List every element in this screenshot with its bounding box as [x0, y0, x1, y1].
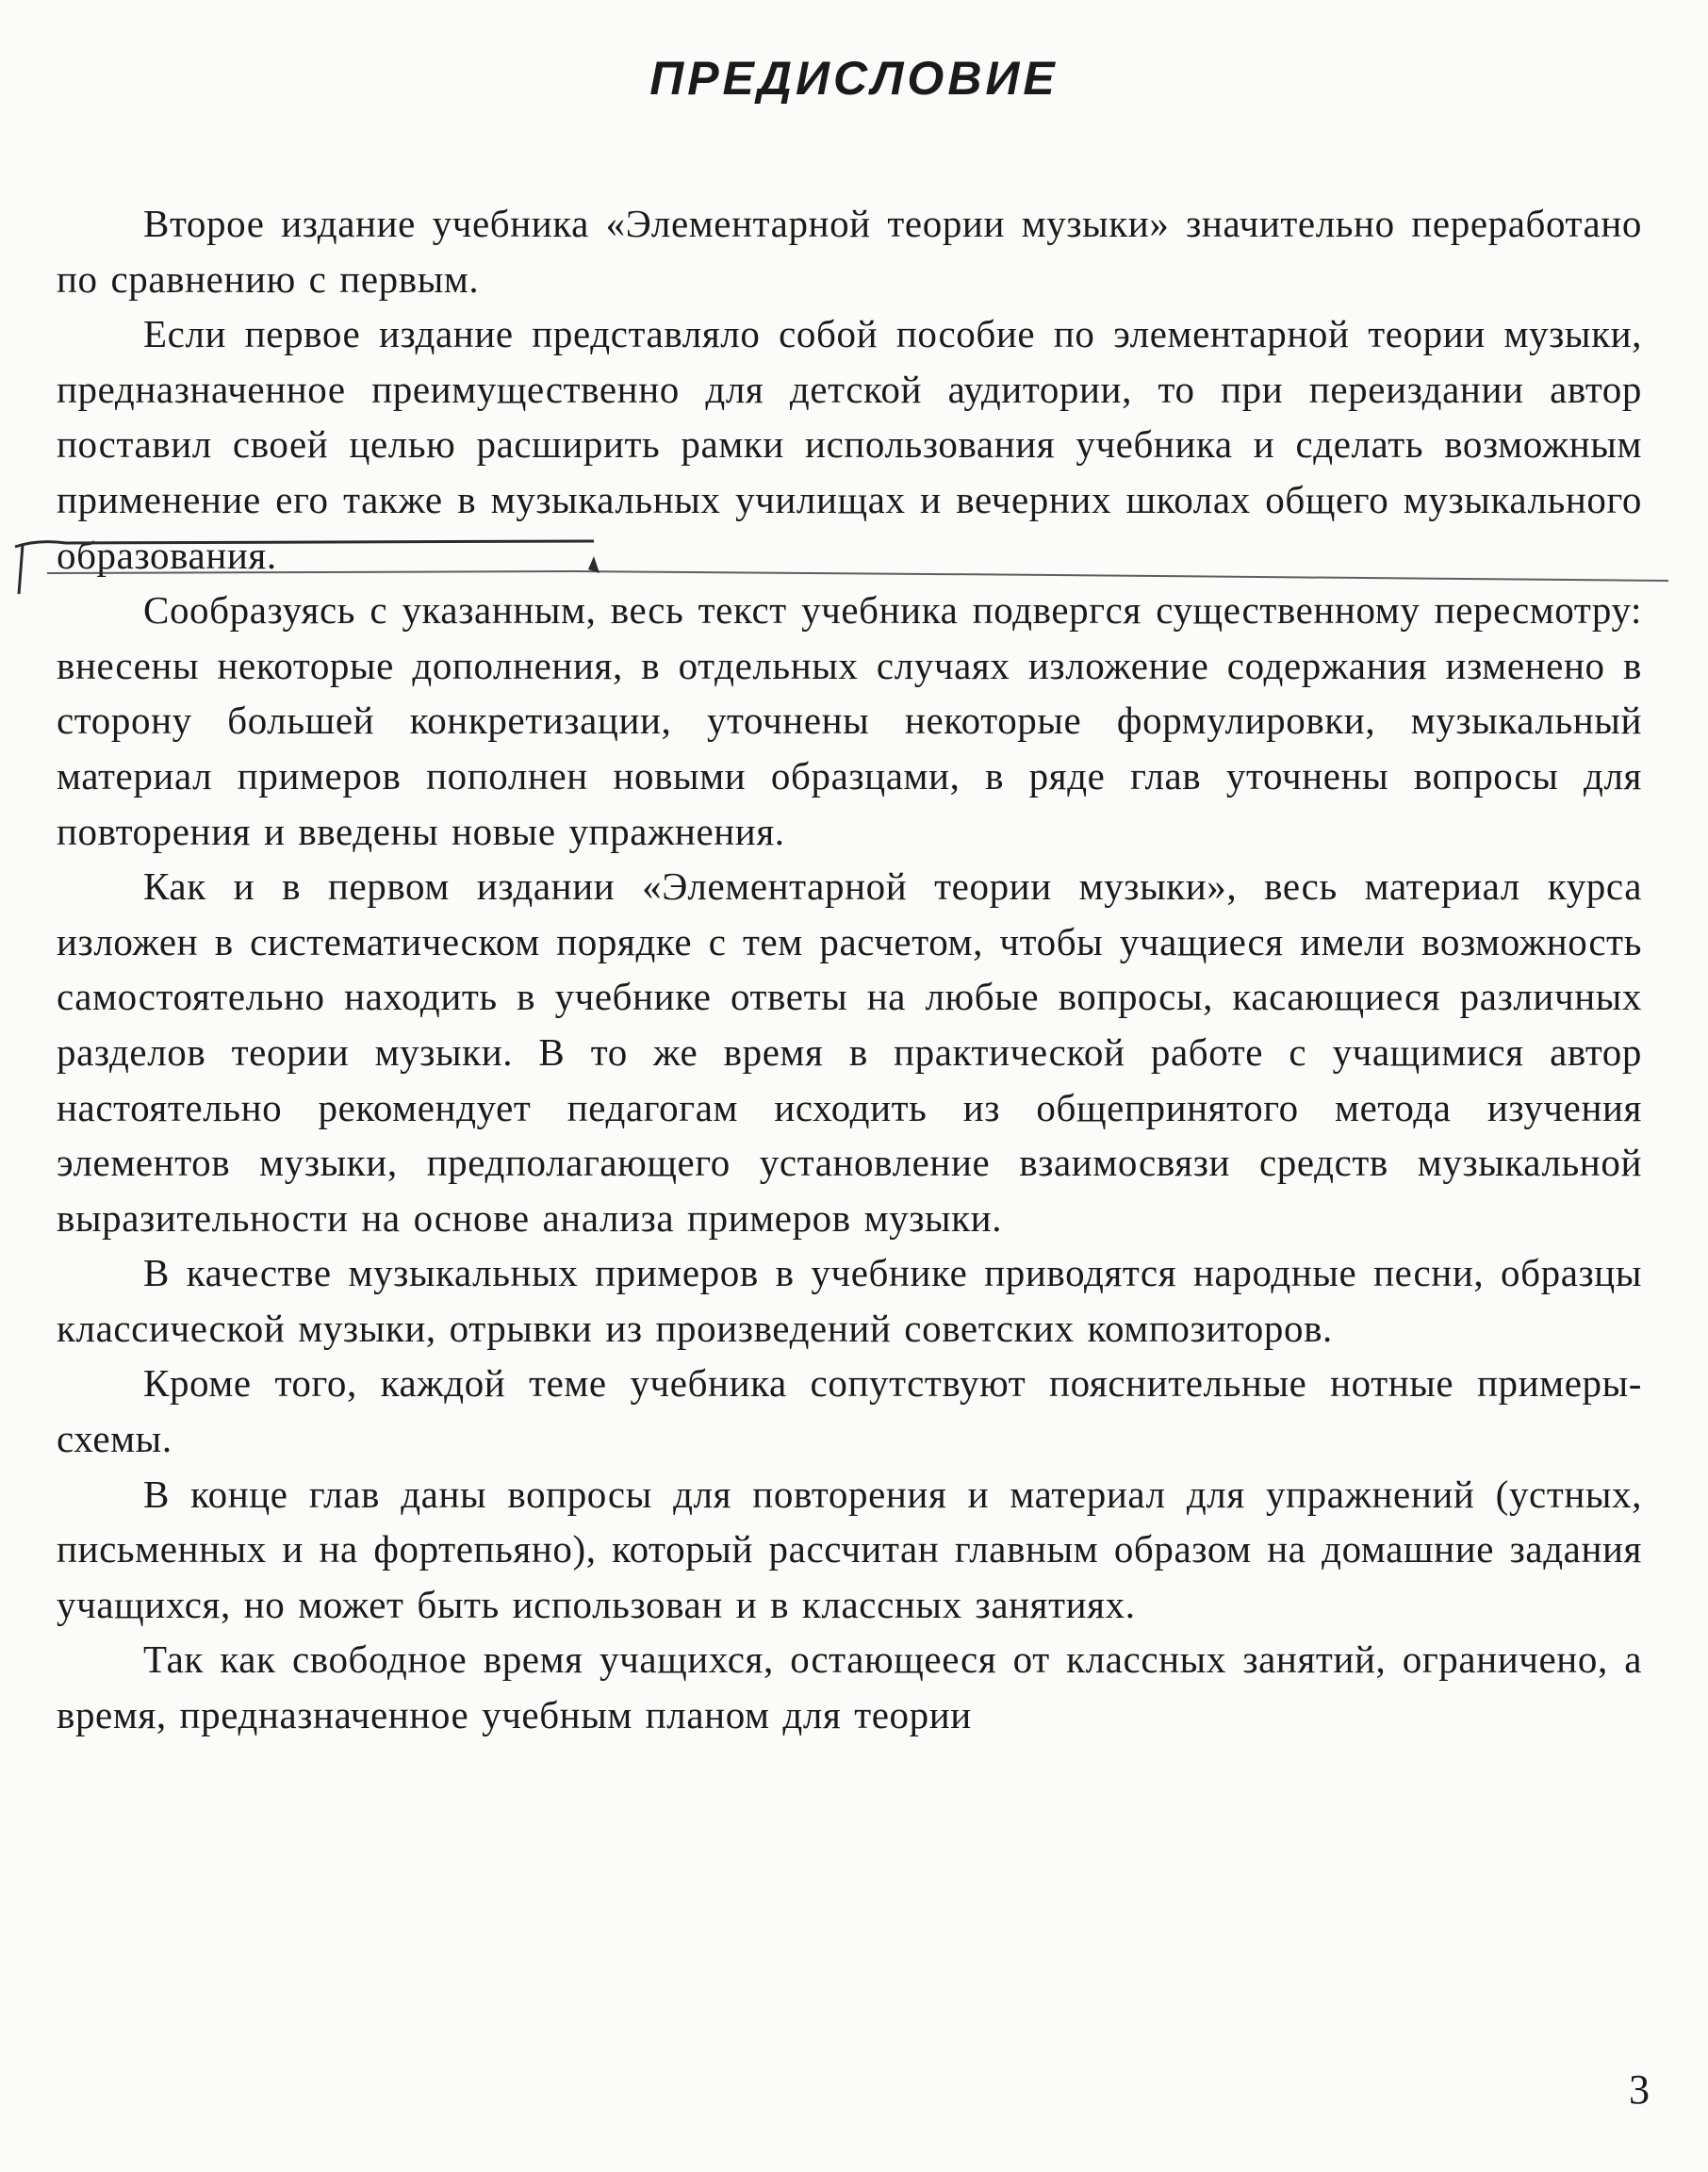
page-number: 3	[1629, 2066, 1650, 2113]
paragraph-8: Так как свободное время учащихся, остающееся от классных занятий, ограничено, а время, предназначенное учебным планом для теории	[57, 1637, 1642, 1737]
paragraph-1: Второе издание учебника «Элементарной теории музыки» значительно переработано по сравнению с первым.	[57, 202, 1642, 301]
paragraph-7: В конце глав даны вопросы для повторения и материал для упражнений (устных, письменных и на фортепьяно), который рассчитан главным образом на домашние задания учащихся, но может быть использован и в классных занятиях.	[57, 1472, 1642, 1626]
paragraph-3: Сообразуясь с указанным, весь текст учебника подвергся существенному пересмотру: внесены некоторые дополнения, в отдельных случаях изложение содержания изменено в сторону большей конкретизации, уточнены некоторые формулировки, музыкальный материал примеров пополнен новыми образцами, в ряде глав уточнены вопросы для повторения и введены новые упражнения.	[57, 588, 1642, 853]
paragraph-4: Как и в первом издании «Элементарной теории музыки», весь материал курса изложен в систематическом порядке с тем расчетом, чтобы учащиеся имели возможность самостоятельно находить в учебнике ответы на любые вопросы, касающиеся различных разделов теории музыки. В то же время в практической работе с учащимися автор настоятельно рекомендует педагогам исходить из общепринятого метода изучения элементов музыки, предполагающего установление взаимосвязи средств музыкальной выразительности на основе анализа примеров музыки.	[57, 864, 1642, 1240]
paragraph-5: В качестве музыкальных примеров в учебнике приводятся народные песни, образцы классической музыки, отрывки из произведений советских композиторов.	[57, 1251, 1642, 1350]
paragraph-6: Кроме того, каждой теме учебника сопутствуют пояснительные нотные примеры-схемы.	[57, 1361, 1642, 1461]
body-text	[57, 196, 1642, 1743]
paragraph-2: Если первое издание представляло собой пособие по элементарной теории музыки, предназначенное преимущественно для детской аудитории, то при переиздании автор поставил своей целью расширить рамки использования учебника и сделать возможным применение его также в музыкальных училищах и вечерних школах общего музыкального образования.	[57, 312, 1642, 577]
page-title: ПРЕДИСЛОВИЕ	[649, 52, 1059, 105]
